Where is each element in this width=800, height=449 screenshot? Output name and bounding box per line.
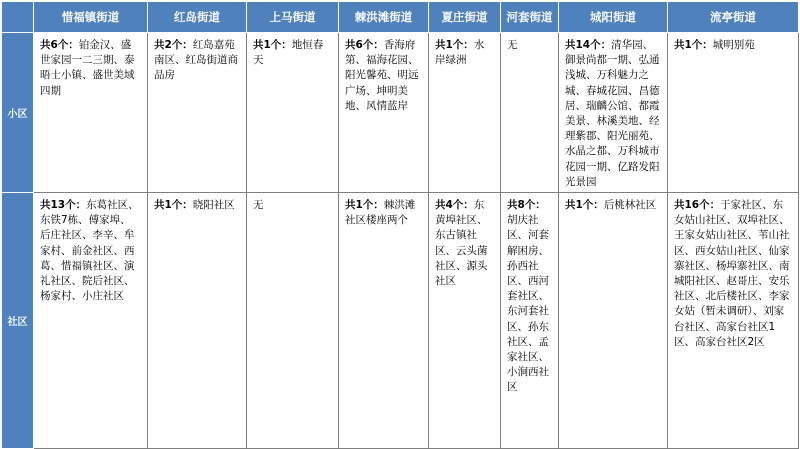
cell-shequ-shangma bbox=[247, 193, 339, 449]
row-shequ bbox=[2, 193, 799, 449]
cell-text: 晓阳社区 bbox=[192, 199, 235, 212]
cell-xiaoqu-shangma bbox=[247, 33, 339, 193]
header-xiazhuang: 夏庄街道 bbox=[429, 2, 501, 33]
cell-xiaoqu-xifu bbox=[34, 33, 148, 193]
header-corner bbox=[2, 2, 34, 33]
header-shangma: 上马街道 bbox=[247, 2, 339, 33]
cell-xiaoqu-jihongtan bbox=[339, 33, 429, 193]
cell-text: 红岛嘉苑南区、红岛街道商品房 bbox=[154, 39, 238, 82]
header-jihongtan: 棘洪滩街道 bbox=[339, 2, 429, 33]
header-xifu: 惜福镇街道 bbox=[34, 2, 148, 33]
cell-text: 铂金汉、盛世家园一二三期、泰晤士小镇、盛世美域四期 bbox=[40, 39, 135, 97]
cell-count: 共8个： bbox=[507, 199, 546, 212]
cell-shequ-jihongtan bbox=[339, 193, 429, 449]
cell-text: 无 bbox=[253, 199, 264, 212]
cell-count: 共4个： bbox=[435, 199, 474, 212]
cell-shequ-liuting bbox=[668, 193, 799, 449]
header-row bbox=[2, 2, 799, 33]
cell-xiaoqu-hongdao bbox=[148, 33, 247, 193]
cell-count: 共16个： bbox=[674, 199, 721, 212]
cell-count: 共1个： bbox=[435, 39, 474, 51]
cell-shequ-xifu bbox=[34, 193, 148, 449]
cell-count: 共14个： bbox=[565, 39, 612, 51]
cell-count: 共6个： bbox=[40, 39, 79, 51]
cell-text: 无 bbox=[507, 39, 518, 51]
row-label-shequ: 社区 bbox=[2, 193, 34, 449]
cell-count: 共13个： bbox=[40, 199, 87, 212]
cell-count: 共6个： bbox=[345, 39, 384, 51]
cell-xiaoqu-chengyang bbox=[559, 33, 668, 193]
cell-count: 共1个： bbox=[674, 39, 713, 51]
header-chengyang: 城阳街道 bbox=[559, 2, 668, 33]
header-hetao: 河套街道 bbox=[501, 2, 559, 33]
cell-shequ-hongdao bbox=[148, 193, 247, 449]
cell-xiaoqu-hetao bbox=[501, 33, 559, 193]
cell-text: 胡庆社区、河套解困房、孙西社区、西河套社区、东河套社区、孙东社区、孟家社区、小涧西社区 bbox=[507, 214, 549, 394]
cell-count: 共2个： bbox=[154, 39, 193, 51]
cell-shequ-chengyang bbox=[559, 193, 668, 449]
cell-count: 共1个： bbox=[565, 199, 604, 212]
cell-count: 共1个： bbox=[154, 199, 193, 212]
cell-text: 香海府第、福海花园、阳光馨苑、明远广场、坤明美地、风情蓝岸 bbox=[345, 39, 419, 112]
cell-shequ-hetao bbox=[501, 193, 559, 449]
cell-xiaoqu-liuting bbox=[668, 33, 799, 193]
district-table bbox=[1, 1, 799, 449]
cell-count: 共1个： bbox=[253, 39, 292, 51]
cell-shequ-xiazhuang bbox=[429, 193, 501, 449]
cell-text: 地恒春天 bbox=[253, 39, 324, 67]
cell-xiaoqu-xiazhuang bbox=[429, 33, 501, 193]
cell-text: 水岸绿洲 bbox=[435, 39, 485, 67]
cell-text: 棘洪滩社区楼座两个 bbox=[345, 199, 416, 227]
cell-text: 后桃林社区 bbox=[603, 199, 657, 212]
header-hongdao: 红岛街道 bbox=[148, 2, 247, 33]
header-liuting: 流亭街道 bbox=[668, 2, 799, 33]
cell-count: 共1个： bbox=[345, 199, 384, 212]
row-xiaoqu bbox=[2, 33, 799, 193]
cell-text: 城明别苑 bbox=[712, 39, 755, 51]
row-label-xiaoqu: 小区 bbox=[2, 33, 34, 193]
cell-text: 于家社区、东女姑山社区、双埠社区、王家女姑山社区、苇山社区、西女姑山社区、仙家寨社区、杨埠寨社区、南城阳社区、赵哥庄、安乐社区、北后楼社区、李家女姑（暂未调研）、刘家台社区、高家台社区1区、高家台社区2区 bbox=[674, 199, 790, 348]
cell-text: 清华园、御景尚都一期、弘通浅城、万科魅力之城、春城花园、昌德居、瑞麟公馆、都霞美景、林溪美地、经理紫郡、阳光丽苑、水晶之都、万科城市花园一期、亿路发阳光景园 bbox=[565, 39, 660, 188]
cell-text: 东黄埠社区、东古镇社区、云头菌社区、源头社区 bbox=[435, 199, 488, 288]
cell-text: 东葛社区、东铁7栋、傅家埠、后庄社区、李辛、牟家村、前金社区、西葛、惜福镇社区、演礼社区、院后社区、杨家村、小庄社区 bbox=[40, 199, 139, 303]
